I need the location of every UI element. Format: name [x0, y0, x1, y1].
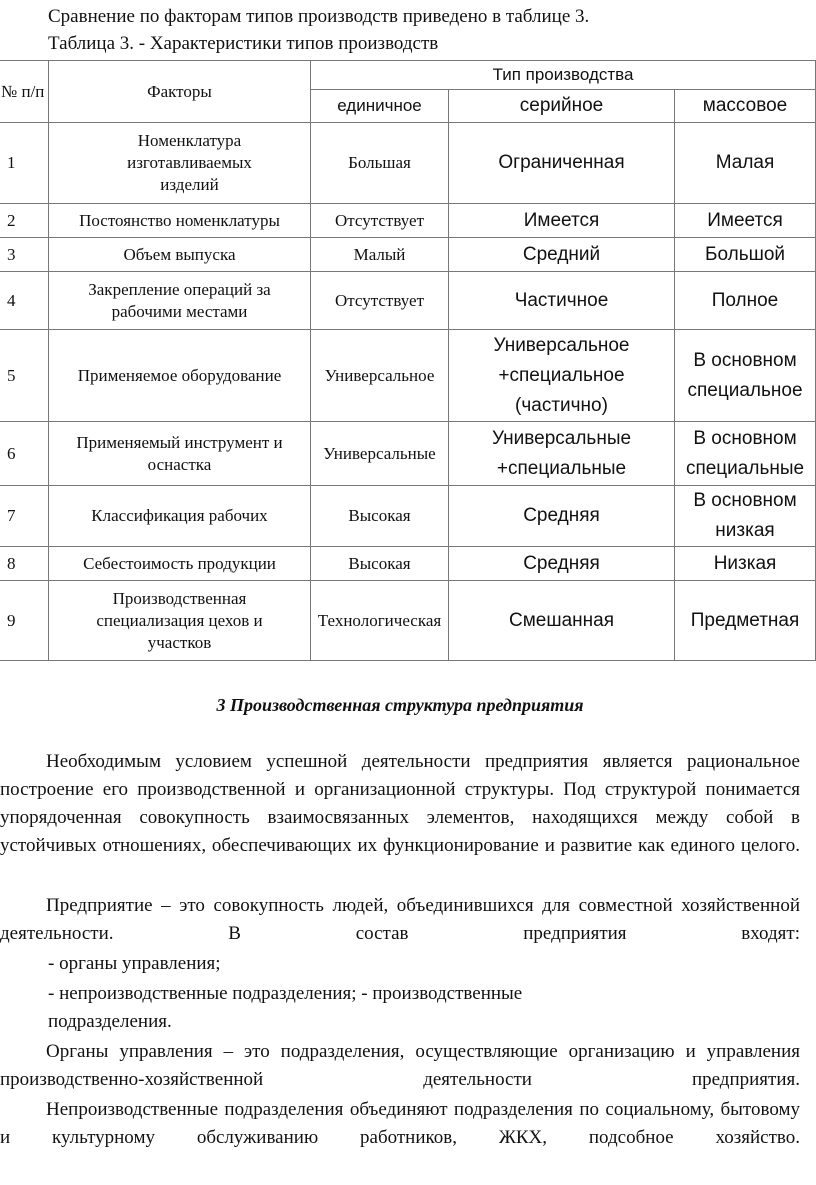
- row-number: 1: [0, 123, 49, 204]
- row-serial: Средняя: [449, 547, 675, 581]
- header-factors: Факторы: [49, 61, 311, 123]
- row-single: Универсальные: [311, 422, 449, 486]
- table-row: [0, 581, 816, 661]
- table-title: Таблица 3. - Характеристики типов производств: [48, 33, 439, 54]
- row-mass: В основном специальные: [675, 422, 816, 486]
- row-mass: Большой: [675, 238, 816, 272]
- table-row: [0, 204, 816, 238]
- row-serial: Частичное: [449, 272, 675, 330]
- row-single: Отсутствует: [311, 204, 449, 238]
- row-factor: Применяемый инструмент и оснастка: [49, 422, 311, 486]
- paragraph-management: Органы управления – это подразделения, осуществляющие организацию и управления производственно-хозяйственной деятельности предприятия.: [0, 1041, 800, 1090]
- production-types-table: [0, 60, 816, 661]
- row-mass: Имеется: [675, 204, 816, 238]
- row-mass: В основном низкая: [675, 486, 816, 547]
- row-factor: Номенклатура изготавливаемых изделий: [49, 123, 311, 204]
- header-number: № п/п: [0, 61, 49, 123]
- row-single: Отсутствует: [311, 272, 449, 330]
- row-factor: Закрепление операций за рабочими местами: [49, 272, 311, 330]
- paragraph-nonproduction: Непроизводственные подразделения объединяют подразделения по социальному, бытовому и культурному обслуживанию работников, ЖКХ, подсобное хозяйство.: [0, 1099, 800, 1148]
- list-item: - органы управления;: [48, 953, 221, 974]
- table-intro-text: Сравнение по факторам типов производств приведено в таблице 3.: [48, 6, 590, 27]
- row-single: Высокая: [311, 547, 449, 581]
- row-serial: Ограниченная: [449, 123, 675, 204]
- row-factor: Производственная специализация цехов и участков: [49, 581, 311, 661]
- row-number: 6: [0, 422, 49, 486]
- row-mass: Малая: [675, 123, 816, 204]
- row-number: 8: [0, 547, 49, 581]
- table-row: [0, 422, 816, 486]
- paragraph-enterprise: Предприятие – это совокупность людей, объединившихся для совместной хозяйственной деятельности. В состав предприятия входят:: [0, 895, 800, 944]
- row-number: 9: [0, 581, 49, 661]
- row-serial: Универсальные +специальные: [449, 422, 675, 486]
- row-factor: Себестоимость продукции: [49, 547, 311, 581]
- header-col-single: единичное: [311, 90, 449, 123]
- row-single: Универсальное: [311, 330, 449, 422]
- list-item: подразделения.: [48, 1011, 172, 1032]
- row-single: Высокая: [311, 486, 449, 547]
- table-row: [0, 272, 816, 330]
- row-number: 7: [0, 486, 49, 547]
- row-factor: Объем выпуска: [49, 238, 311, 272]
- row-serial: Универсальное +специальное (частично): [449, 330, 675, 422]
- row-serial: Средняя: [449, 486, 675, 547]
- row-factor: Применяемое оборудование: [49, 330, 311, 422]
- row-number: 4: [0, 272, 49, 330]
- table-row: [0, 486, 816, 547]
- row-factor: Постоянство номенклатуры: [49, 204, 311, 238]
- row-mass: В основном специальное: [675, 330, 816, 422]
- header-col-mass: массовое: [675, 90, 816, 123]
- table-row: [0, 547, 816, 581]
- row-mass: Низкая: [675, 547, 816, 581]
- section-heading: 3 Производственная структура предприятия: [216, 695, 584, 715]
- header-production-type: Тип производства: [311, 61, 816, 90]
- row-number: 3: [0, 238, 49, 272]
- row-number: 5: [0, 330, 49, 422]
- row-serial: Имеется: [449, 204, 675, 238]
- row-mass: Предметная: [675, 581, 816, 661]
- table-row: [0, 238, 816, 272]
- row-single: Технологическая: [311, 581, 449, 661]
- paragraph-structure: Необходимым условием успешной деятельности предприятия является рациональное построение его производственной и организационной структуры. Под структурой понимается упорядоченная совокупность взаимосвязанных элементов, находящихся между собой в устойчивых отношениях, обеспечивающих их функционирование и развитие как единого целого.: [0, 751, 800, 856]
- row-serial: Смешанная: [449, 581, 675, 661]
- list-item: - непроизводственные подразделения; - производственные: [48, 983, 523, 1004]
- row-single: Малый: [311, 238, 449, 272]
- row-number: 2: [0, 204, 49, 238]
- row-serial: Средний: [449, 238, 675, 272]
- row-single: Большая: [311, 123, 449, 204]
- row-factor: Классификация рабочих: [49, 486, 311, 547]
- table-header-row-1: [0, 61, 816, 90]
- row-mass: Полное: [675, 272, 816, 330]
- header-col-serial: серийное: [449, 90, 675, 123]
- table-row: [0, 330, 816, 422]
- table-row: [0, 123, 816, 204]
